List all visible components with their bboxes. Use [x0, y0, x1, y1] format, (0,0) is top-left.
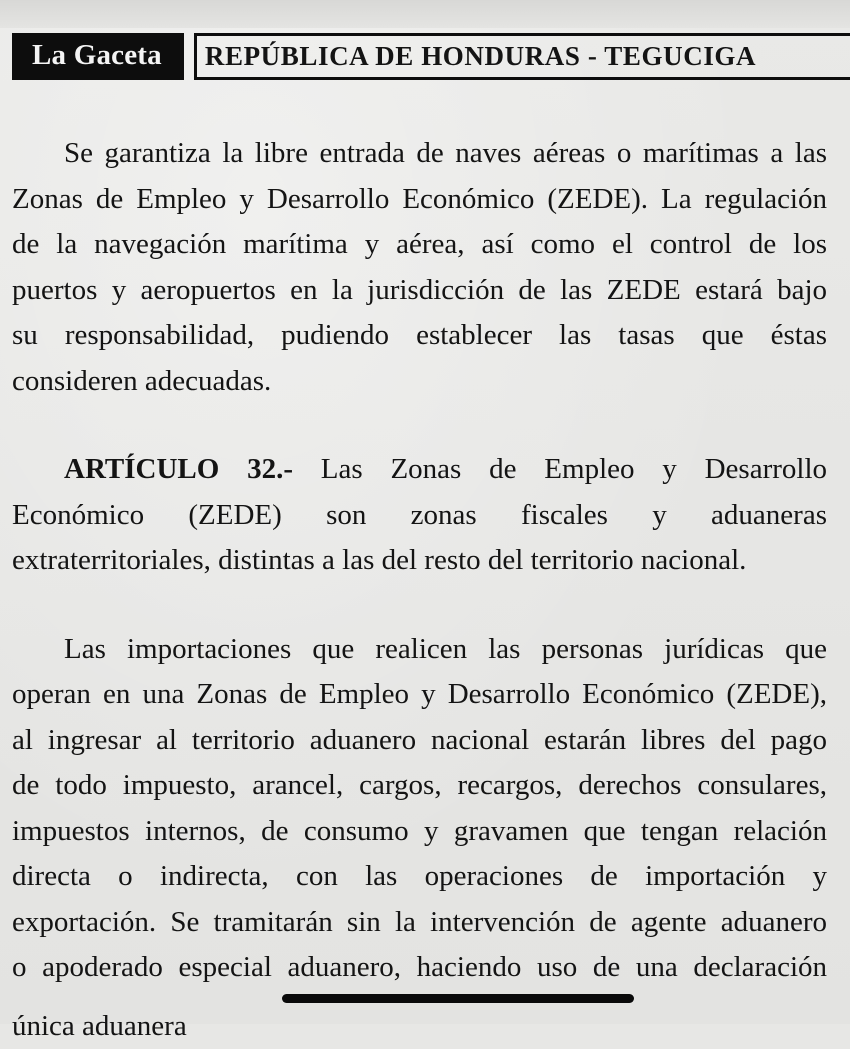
text-line: Económico (ZEDE) son zonas fiscales y aduaneras [12, 498, 827, 531]
text-line: o apoderado especial aduanero, haciendo uso de una declaración [12, 951, 827, 983]
text-line: directa o indirecta, con las operaciones de importación y [12, 860, 827, 892]
text-line: Se garantiza la libre entrada de naves aéreas o marítimas a las [64, 137, 827, 169]
highlight-underline [282, 994, 634, 1003]
text-line: Zonas de Empleo y Desarrollo Económico (ZEDE). La regulación [12, 182, 827, 215]
text-line: extraterritoriales, distintas a las del resto del territorio nacional. [12, 544, 747, 576]
article-first-line [12, 447, 827, 493]
article-first-line-text: Las Zonas de Empleo y Desarrollo [293, 453, 828, 485]
text-line: de la navegación marítima y aérea, así como el control de los [12, 228, 827, 260]
header-banner-text: REPÚBLICA DE HONDURAS - TEGUCIGA [204, 41, 757, 71]
header-banner [194, 33, 850, 80]
text-line: su responsabilidad, pudiendo establecer las tasas que éstas [12, 319, 827, 351]
text-line: consideren adecuadas. [12, 364, 272, 397]
text-line: impuestos internos, de consumo y gravamen que tengan relación [12, 814, 827, 847]
gazette-brand: La Gaceta [12, 33, 184, 80]
article-heading: ARTÍCULO 32.- [64, 453, 293, 485]
text-line: puertos y aeropuertos en la jurisdicción de las ZEDE estará bajo [12, 273, 827, 306]
article-body [12, 131, 827, 991]
text-line: al ingresar al territorio aduanero nacional estarán libres del pago [12, 723, 827, 756]
cut-off-text-line: única aduanera [12, 1010, 187, 1042]
gazette-header [12, 33, 850, 80]
text-line: Las importaciones que realicen las personas jurídicas que [64, 632, 827, 665]
text-line: operan en una Zonas de Empleo y Desarrollo Económico (ZEDE), [12, 678, 827, 710]
article-32 [12, 447, 827, 584]
top-edge [0, 0, 850, 28]
text-line: exportación. Se tramitarán sin la intervención de agente aduanero [12, 905, 827, 938]
text-line: de todo impuesto, arancel, cargos, recargos, derechos consulares, [12, 769, 827, 801]
paragraph-importaciones [12, 627, 827, 991]
paragraph-naves [12, 131, 827, 404]
